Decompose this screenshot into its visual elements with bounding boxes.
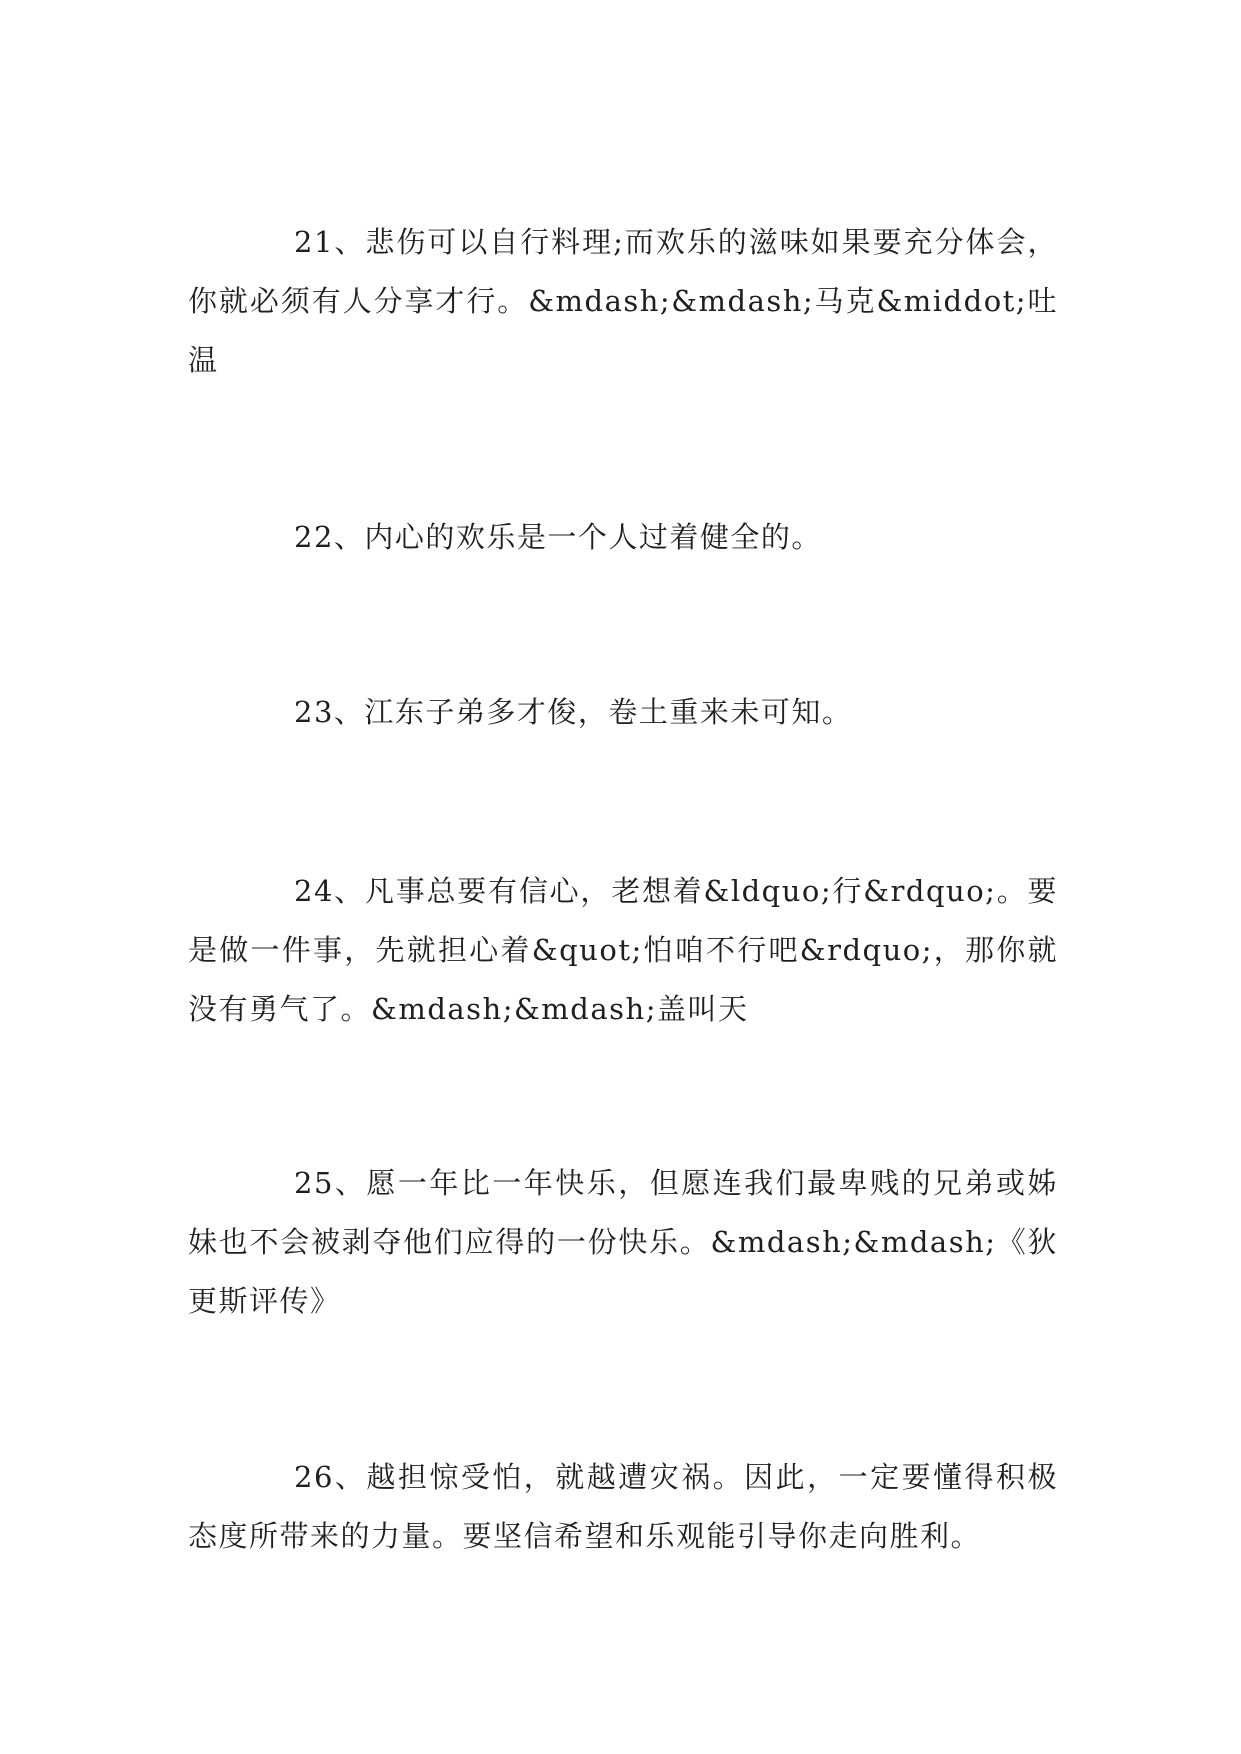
quote-paragraph-22: 22、内心的欢乐是一个人过着健全的。 (294, 520, 822, 554)
quote-paragraph-26: 26、越担惊受怕，就越遭灾祸。因此，一定要懂得积极态度所带来的力量。要坚信希望和乐观能引导你走向胜利。 (188, 1460, 1058, 1553)
quote-paragraph-25: 25、愿一年比一年快乐，但愿连我们最卑贱的兄弟或姊妹也不会被剥夺他们应得的一份快乐。&mdash;&mdash;《狄更斯评传》 (188, 1166, 1058, 1318)
quote-paragraph-24: 24、凡事总要有信心，老想着&ldquo;行&rdquo;。要是做一件事，先就担心着&quot;怕咱不行吧&rdquo;，那你就没有勇气了。&mdash;&mdash;盖叫天 (188, 874, 1058, 1026)
quote-paragraph-21: 21、悲伤可以自行料理;而欢乐的滋味如果要充分体会，你就必须有人分享才行。&mdash;&mdash;马克&middot;吐温 (188, 225, 1058, 377)
quote-paragraph-23: 23、江东子弟多才俊，卷土重来未可知。 (294, 695, 853, 729)
